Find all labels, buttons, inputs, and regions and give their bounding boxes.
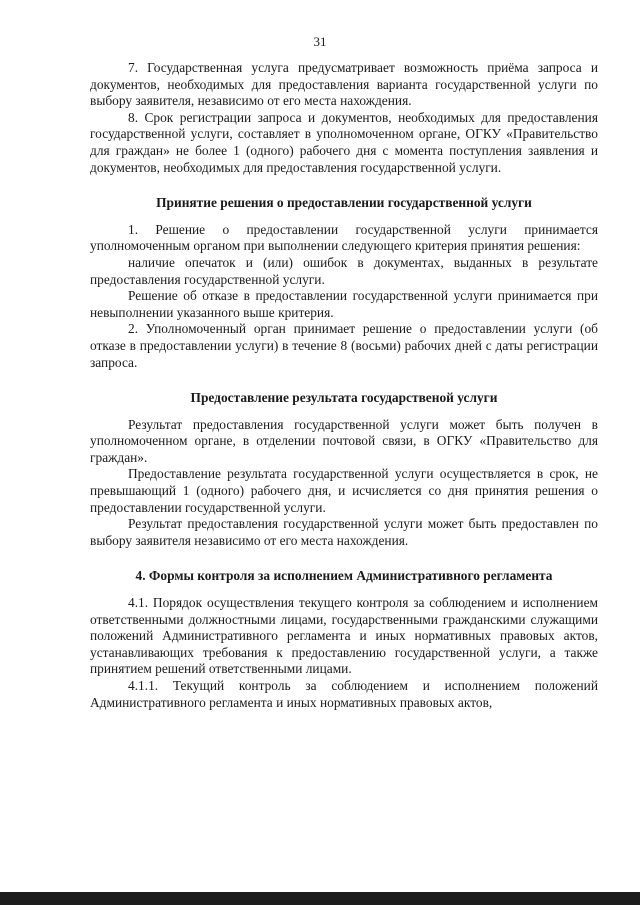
paragraph-decision-refusal: Решение об отказе в предоставлении государственной услуги принимается при невыполнении указанного выше критерия. (90, 288, 598, 320)
section-heading-decision: Принятие решения о предоставлении государственной услуги (156, 195, 532, 211)
section-heading-result: Предоставление результата государственой услуги (190, 390, 498, 406)
paragraph-8-registration-term: 8. Срок регистрации запроса и документов, необходимых для предоставления государственной услуги, составляет в уполномоченном органе, ОГКУ «Правительство для граждан» не более 1 (одного) рабочего дня с момента поступления заявления и документов, необходимых для предоставления государственной услуги. (90, 109, 598, 175)
paragraph-4-1-1: 4.1.1. Текущий контроль за соблюдением и исполнением положений Административного регламента и иных нормативных правовых актов, (90, 678, 598, 710)
document-body (90, 60, 598, 711)
page-number: 31 (313, 34, 327, 49)
paragraph-decision-2: 2. Уполномоченный орган принимает решение о предоставлении услуги (об отказе в предоставлении услуги) в течение 8 (восьми) рабочих дней с даты регистрации запроса. (90, 321, 598, 370)
paragraph-decision-1: 1. Решение о предоставлении государственной услуги принимается уполномоченным органом при выполнении следующего критерия принятия решения: (90, 221, 598, 254)
paragraph-7-submission-options: 7. Государственная услуга предусматривает возможность приёма запроса и документов, необходимых для предоставления варианта государственной услуги по выбору заявителя, независимо от его места нахождения. (90, 60, 598, 109)
paragraph-decision-criterion: наличие опечаток и (или) ошибок в документах, выданных в результате предоставления государственной услуги. (90, 254, 598, 287)
paragraph-4-1: 4.1. Порядок осуществления текущего контроля за соблюдением и исполнением ответственными должностными лицами, государственными гражданскими служащими положений Административного регламента и иных нормативных правовых актов, устанавливающих требования к предоставлению государственной услуги, а также принятием решений ответственными лицами. (90, 595, 598, 677)
section-heading-control-forms: 4. Формы контроля за исполнением Административного регламента (135, 568, 553, 584)
scan-bottom-edge (0, 892, 640, 905)
paragraph-result-channels: Результат предоставления государственной услуги может быть получен в уполномоченном органе, в отделении почтовой связи, в ОГКУ «Правительство для граждан». (90, 416, 598, 465)
paragraph-result-term: Предоставление результата государственной услуги осуществляется в срок, не превышающий 1 (одного) рабочего дня, и исчисляется со дня принятия решения о предоставлении государственной услуги. (90, 466, 598, 515)
paragraph-result-location: Результат предоставления государственной услуги может быть предоставлен по выбору заявителя независимо от его места нахождения. (90, 516, 598, 548)
